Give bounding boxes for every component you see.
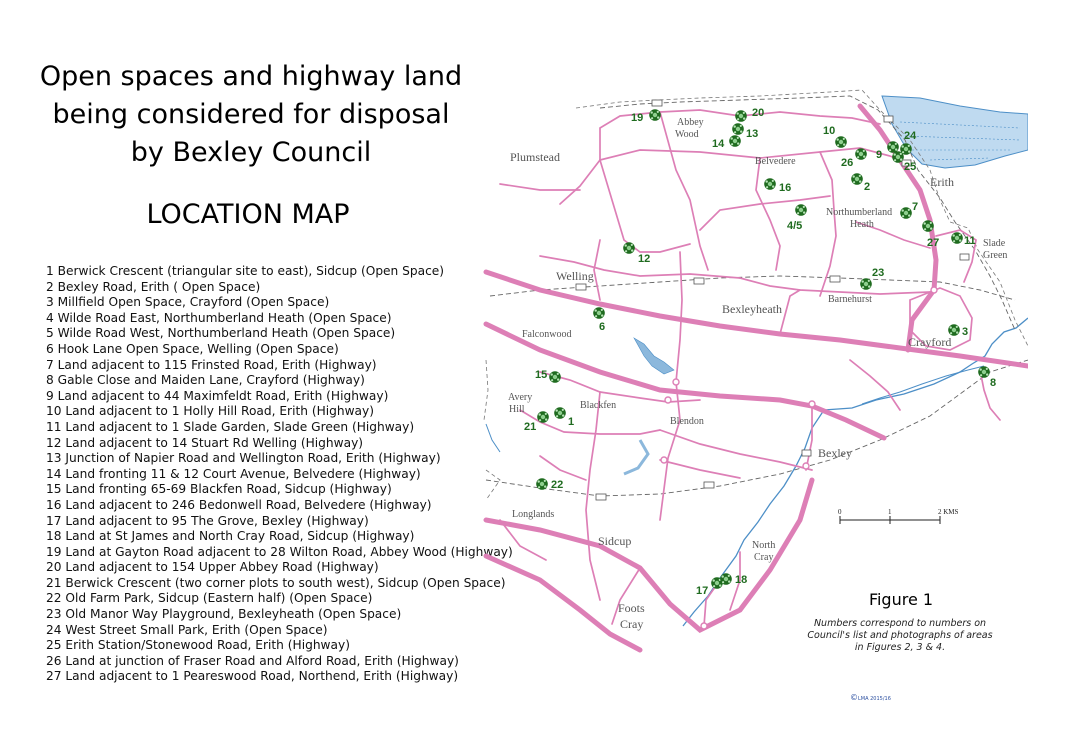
figure-caption	[794, 618, 1006, 654]
place-barnehurst: Barnehurst	[828, 294, 872, 305]
road	[660, 430, 812, 470]
site-marker-1	[554, 407, 566, 419]
site-label-20: 20	[752, 107, 765, 119]
site-label-21: 21	[524, 421, 537, 433]
place-abbey: Abbey	[677, 117, 704, 128]
legend-item: 18 Land at St James and North Cray Road, Sidcup (Highway)	[46, 529, 415, 544]
roundabout	[809, 401, 815, 407]
site-label-18: 18	[735, 574, 748, 586]
place-foots-cray: Cray	[620, 617, 644, 631]
road	[820, 152, 836, 296]
legend-item: 19 Land at Gayton Road adjacent to 28 Wilton Road, Abbey Wood (Highway)	[46, 544, 513, 559]
station	[960, 254, 969, 260]
station	[576, 284, 586, 290]
place-cray: Cray	[754, 552, 774, 563]
site-marker-11	[951, 232, 963, 244]
legend-item: 25 Erith Station/Stonewood Road, Erith (Highway)	[46, 638, 350, 653]
caption-line-1: Numbers correspond to numbers on	[813, 618, 987, 629]
caption-line-2: Council's list and photographs of areas	[807, 630, 993, 641]
figure-title: Figure 1	[868, 590, 934, 609]
road	[540, 456, 586, 480]
site-label-24: 24	[904, 130, 917, 142]
legend-item: 24 West Street Small Park, Erith (Open Space)	[46, 622, 328, 637]
site-label-23: 23	[872, 267, 885, 279]
site-label-19: 19	[631, 112, 644, 124]
lake	[634, 338, 674, 374]
site-marker-16	[764, 178, 776, 190]
site-marker-13	[732, 123, 744, 135]
legend-item: 17 Land adjacent to 95 The Grove, Bexley (Highway)	[46, 513, 369, 528]
place-green: Green	[983, 250, 1008, 261]
site-label-17: 17	[696, 585, 709, 597]
site-marker-9	[887, 141, 899, 153]
site-marker-21	[537, 411, 549, 423]
site-marker-25	[892, 151, 904, 163]
place-blendon: Blendon	[670, 416, 704, 427]
site-marker-18	[720, 573, 732, 585]
station	[596, 494, 606, 500]
location-map-heading: LOCATION MAP	[146, 199, 350, 230]
road	[780, 290, 800, 334]
site-marker-26	[855, 148, 867, 160]
station	[704, 482, 714, 488]
legend-item: 13 Junction of Napier Road and Wellington Road, Erith (Highway)	[46, 451, 441, 466]
site-label-16: 16	[779, 182, 792, 194]
legend-item: 20 Land adjacent to 154 Upper Abbey Road (Highway)	[46, 560, 379, 575]
road-sidcup-bypass	[486, 556, 640, 650]
site-label-22: 22	[551, 479, 564, 491]
copyright-symbol: ©	[850, 693, 858, 702]
station	[884, 116, 893, 122]
roundabout	[661, 457, 667, 463]
place-blackfen: Blackfen	[580, 400, 617, 411]
stream	[624, 440, 648, 474]
site-marker-8	[978, 366, 990, 378]
legend-item: 12 Land adjacent to 14 Stuart Rd Welling (Highway)	[46, 435, 364, 450]
road	[560, 160, 600, 204]
place-avery: Avery	[508, 392, 533, 403]
site-label-1: 1	[568, 416, 575, 428]
road	[850, 360, 900, 410]
legend-item: 2 Bexley Road, Erith ( Open Space)	[46, 279, 261, 294]
road-a2	[486, 272, 1028, 366]
station	[802, 450, 811, 456]
scale-bar	[838, 508, 959, 524]
road	[660, 460, 740, 478]
caption-line-3: in Figures 2, 3 & 4.	[854, 642, 946, 653]
copyright-text: LMA 2015/16	[858, 696, 891, 702]
site-label-8: 8	[990, 377, 997, 389]
roundabout	[665, 397, 671, 403]
place-crayford: Crayford	[908, 335, 952, 349]
legend-item: 3 Millfield Open Space, Crayford (Open Space)	[46, 295, 330, 310]
site-marker-7	[900, 207, 912, 219]
legend-item: 7 Land adjacent to 115 Frinsted Road, Erith (Highway)	[46, 357, 377, 372]
place-slade: Slade	[983, 238, 1006, 249]
legend-item: 16 Land adjacent to 246 Bedonwell Road, Belvedere (Highway)	[46, 497, 432, 512]
legend-item: 4 Wilde Road East, Northumberland Heath (Open Space)	[46, 310, 392, 325]
road	[700, 196, 830, 230]
place-plumstead: Plumstead	[510, 150, 560, 164]
legend-item: 1 Berwick Crescent (triangular site to east), Sidcup (Open Space)	[46, 264, 445, 278]
place-heath: Heath	[850, 219, 874, 230]
site-label-9: 9	[876, 149, 883, 161]
site-marker-23	[860, 278, 872, 290]
site-label-12: 12	[638, 253, 651, 265]
site-marker-27	[922, 220, 934, 232]
title-line-1: Open spaces and highway land	[39, 61, 463, 92]
place-longlands: Longlands	[512, 509, 555, 520]
place-falconwood: Falconwood	[522, 329, 572, 340]
road	[600, 160, 690, 252]
road	[612, 568, 640, 624]
place-belvedere: Belvedere	[755, 156, 796, 167]
roundabout	[931, 287, 937, 293]
legend-item: 8 Gable Close and Maiden Lane, Crayford (Highway)	[46, 373, 365, 388]
site-label-2: 2	[864, 181, 871, 193]
legend-item: 22 Old Farm Park, Sidcup (Eastern half) (Open Space)	[46, 591, 373, 606]
place-erith: Erith	[930, 175, 954, 189]
legend-item: 15 Land fronting 65-69 Blackfen Road, Sidcup (Highway)	[46, 482, 392, 497]
site-label-6: 6	[599, 321, 606, 333]
site-legend	[46, 264, 516, 685]
site-marker-10	[835, 136, 847, 148]
place-northumberland: Northumberland	[826, 207, 893, 218]
title-line-3: by Bexley Council	[130, 137, 372, 168]
legend-item: 5 Wilde Road West, Northumberland Heath (Open Space)	[46, 326, 396, 341]
site-label-11: 11	[964, 235, 976, 247]
road	[500, 184, 580, 190]
place-welling: Welling	[556, 269, 594, 283]
legend-item: 21 Berwick Crescent (two corner plots to south west), Sidcup (Open Space)	[46, 575, 506, 590]
site-label-15: 15	[535, 369, 548, 381]
site-label-27: 27	[927, 237, 940, 249]
legend-item: 9 Land adjacent to 44 Maximfeldt Road, Erith (Highway)	[46, 388, 389, 403]
legend-item: 26 Land at junction of Fraser Road and Alford Road, Erith (Highway)	[46, 653, 459, 668]
place-hill: Hill	[509, 404, 525, 415]
scale-label-2: 2 KMS	[938, 508, 959, 516]
site-marker-22	[536, 478, 548, 490]
legend-item: 14 Land fronting 11 & 12 Court Avenue, Belvedere (Highway)	[46, 466, 421, 481]
site-label-25: 25	[904, 161, 917, 173]
site-label-3: 3	[962, 326, 969, 338]
legend-item: 6 Hook Lane Open Space, Welling (Open Space)	[46, 341, 339, 356]
legend-item: 27 Land adjacent to 1 Peareswood Road, Northend, Erith (Highway)	[46, 669, 459, 684]
site-marker-19	[649, 109, 661, 121]
site-marker-6	[593, 307, 605, 319]
road	[756, 158, 780, 270]
roundabout	[803, 463, 809, 469]
railway-sidcup	[486, 360, 1028, 496]
site-marker-2	[851, 173, 863, 185]
copyright-notice	[850, 693, 891, 702]
site-marker-20	[735, 110, 747, 122]
site-label-45: 4/5	[787, 220, 803, 232]
legend-item: 11 Land adjacent to 1 Slade Garden, Slade Green (Highway)	[46, 419, 415, 434]
roundabout	[701, 623, 707, 629]
place-sidcup: Sidcup	[598, 534, 632, 548]
borough-map	[476, 80, 1028, 660]
station	[694, 278, 704, 284]
map-title	[20, 58, 482, 172]
site-label-7: 7	[912, 201, 919, 213]
scale-label-0: 0	[838, 508, 842, 516]
site-marker-14	[729, 135, 741, 147]
scale-label-1: 1	[888, 508, 892, 516]
legend-item: 23 Old Manor Way Playground, Bexleyheath (Open Space)	[46, 607, 402, 622]
station	[652, 100, 662, 106]
place-north: North	[752, 540, 776, 551]
place-foots: Foots	[618, 601, 645, 615]
site-label-26: 26	[841, 157, 854, 169]
site-label-14: 14	[712, 138, 725, 150]
roundabout	[673, 379, 679, 385]
station	[830, 276, 840, 282]
site-marker-15	[549, 371, 561, 383]
site-marker-45	[795, 204, 807, 216]
place-bexley: Bexley	[818, 446, 852, 460]
road	[660, 252, 682, 520]
road	[594, 240, 600, 300]
legend-item: 10 Land adjacent to 1 Holly Hill Road, Erith (Highway)	[46, 404, 374, 419]
stream-west	[486, 424, 500, 452]
site-marker-3	[948, 324, 960, 336]
site-marker-12	[623, 242, 635, 254]
site-label-10: 10	[823, 125, 836, 137]
title-line-2: being considered for disposal	[52, 99, 450, 130]
minor-roads	[500, 110, 1000, 626]
place-wood: Wood	[675, 129, 699, 140]
site-label-13: 13	[746, 128, 759, 140]
place-bexleyheath: Bexleyheath	[722, 302, 782, 316]
